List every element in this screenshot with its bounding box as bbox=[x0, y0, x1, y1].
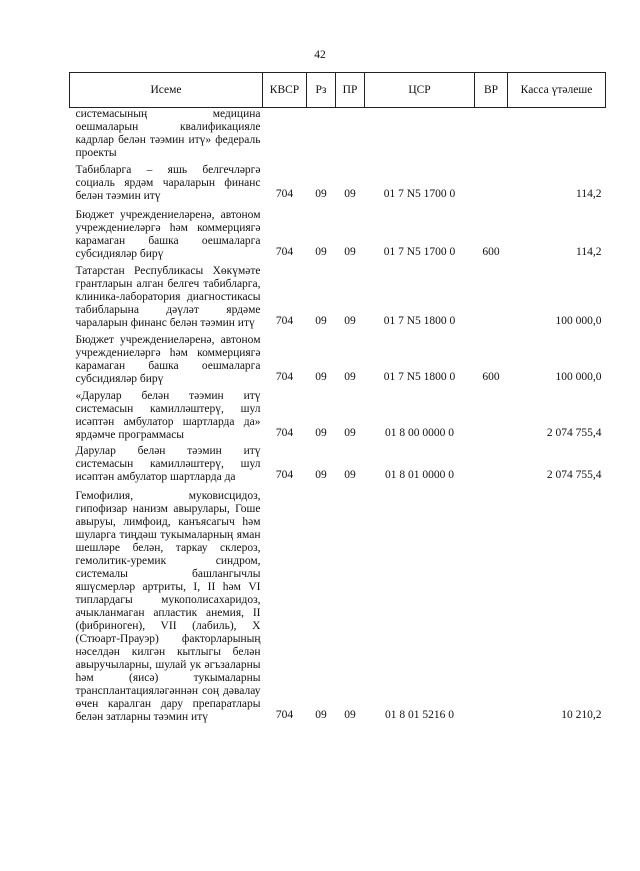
row-csr bbox=[365, 108, 475, 161]
row-sum bbox=[508, 108, 606, 161]
row-vr: 600 bbox=[482, 371, 500, 383]
row-name: системасының медицина оешмаларын квалификацияле кадрлар белән тәэмин итү» федераль проекты bbox=[75, 108, 261, 159]
row-pr: 09 bbox=[344, 315, 356, 327]
row-kvsr: 704 bbox=[275, 371, 294, 383]
row-sum: 100 000,0 bbox=[555, 315, 602, 327]
row-kvsr: 704 bbox=[275, 469, 294, 481]
row-csr: 01 7 N5 1700 0 bbox=[383, 246, 456, 258]
row-kvsr: 704 bbox=[275, 427, 294, 439]
row-rz: 09 bbox=[315, 371, 327, 383]
row-sum: 10 210,2 bbox=[561, 709, 602, 721]
row-pr: 09 bbox=[344, 427, 356, 439]
row-pr bbox=[336, 108, 365, 161]
row-name: «Дарулар белән тәэмин итү системасын камилләштерү, шул исәптән амбулатор шартларда да» ярдәмче программасы bbox=[75, 390, 261, 441]
table-row bbox=[70, 390, 606, 442]
row-csr: 01 8 01 5216 0 bbox=[385, 709, 454, 721]
table-row bbox=[70, 265, 606, 330]
row-kvsr: 704 bbox=[275, 315, 294, 327]
row-csr: 01 8 01 0000 0 bbox=[385, 469, 454, 481]
table-header-row bbox=[70, 73, 606, 108]
row-pr: 09 bbox=[344, 371, 356, 383]
row-name: Бюджет учреждениеләренә, автоном учреждениеләргә һәм коммерциягә карамаган башка оешмаларга субсидияләр бирү bbox=[75, 209, 261, 260]
header-vr: ВР bbox=[475, 73, 508, 108]
header-name: Исеме bbox=[70, 73, 263, 108]
budget-table bbox=[69, 72, 606, 724]
table-row bbox=[70, 108, 606, 161]
row-vr bbox=[475, 445, 508, 484]
page-number: 42 bbox=[314, 49, 326, 61]
row-vr bbox=[475, 390, 508, 442]
row-rz: 09 bbox=[315, 469, 327, 481]
row-rz: 09 bbox=[315, 315, 327, 327]
row-kvsr: 704 bbox=[275, 188, 294, 200]
row-kvsr bbox=[263, 108, 307, 161]
header-rz: Рз bbox=[307, 73, 336, 108]
row-csr: 01 8 00 0000 0 bbox=[385, 427, 454, 439]
row-csr: 01 7 N5 1800 0 bbox=[383, 371, 456, 383]
row-rz: 09 bbox=[315, 709, 327, 721]
table-row bbox=[70, 334, 606, 386]
table-row bbox=[70, 164, 606, 203]
row-kvsr: 704 bbox=[275, 709, 294, 721]
row-kvsr: 704 bbox=[275, 246, 294, 258]
row-vr: 600 bbox=[482, 246, 500, 258]
row-sum: 114,2 bbox=[576, 246, 602, 258]
row-rz: 09 bbox=[315, 427, 327, 439]
header-kvsr: КВСР bbox=[263, 73, 307, 108]
row-pr: 09 bbox=[344, 709, 356, 721]
row-vr bbox=[475, 490, 508, 724]
row-pr: 09 bbox=[344, 469, 356, 481]
table-row bbox=[70, 209, 606, 261]
row-name: Бюджет учреждениеләренә, автоном учреждениеләргә һәм коммерциягә карамаган башка оешмаларга субсидияләр бирү bbox=[75, 334, 261, 385]
header-sum: Касса үтәлеше bbox=[508, 73, 606, 108]
row-name: Табибларга – яшь белгечләргә социаль ярдәм чараларын финанс белән тәэмин итү bbox=[75, 164, 261, 202]
header-csr: ЦСР bbox=[365, 73, 475, 108]
table-row bbox=[70, 445, 606, 484]
row-sum: 114,2 bbox=[576, 188, 602, 200]
row-csr: 01 7 N5 1700 0 bbox=[383, 188, 456, 200]
row-name: Гемофилия, муковисцидоз, гипофизар нанизм авырулары, Гоше авыруы, лимфоид, канъясагыч һәм шуларга тиңдәш тукымаларның яман шешләре белән, таркау склероз, гемолитик-уремик синдром, системалы башлангычлы яшүсмерләр артриты, I, II һәм VI типлардагы мукополисахаридоз, ачыкланмаган апластик анемия, II (фибриноген), VII (лабиль), X (Стюарт-Прауэр) факторларының нәселдән килгән кытлыгы белән авыручыларны, шулай ук әгъзаларны һәм (яисә) тукымаларны трансплантацияләгәннән соң дәвалау өчен каралган дару препаратлары белән затларны тәэмин итү bbox=[75, 490, 261, 723]
row-rz bbox=[307, 108, 336, 161]
row-pr: 09 bbox=[344, 246, 356, 258]
table-body bbox=[70, 108, 606, 725]
row-rz: 09 bbox=[315, 246, 327, 258]
row-csr: 01 7 N5 1800 0 bbox=[383, 315, 456, 327]
row-vr bbox=[475, 164, 508, 203]
row-vr bbox=[475, 265, 508, 330]
row-vr bbox=[475, 108, 508, 161]
row-rz: 09 bbox=[315, 188, 327, 200]
row-name: Татарстан Республикасы Хөкүмәте грантларын алган белгеч табибларга, клиника-лаборатория диагностикасы табибларына дәүләт ярдәме чараларын финанс белән тәэмин итү bbox=[75, 265, 261, 329]
header-pr: ПР bbox=[336, 73, 365, 108]
row-sum: 100 000,0 bbox=[555, 371, 602, 383]
row-sum: 2 074 755,4 bbox=[546, 469, 602, 481]
row-sum: 2 074 755,4 bbox=[546, 427, 602, 439]
row-name: Дарулар белән тәэмин итү системасын камилләштерү, шул исәптән амбулатор шартларда да bbox=[75, 445, 261, 483]
table-row bbox=[70, 490, 606, 724]
row-pr: 09 bbox=[344, 188, 356, 200]
